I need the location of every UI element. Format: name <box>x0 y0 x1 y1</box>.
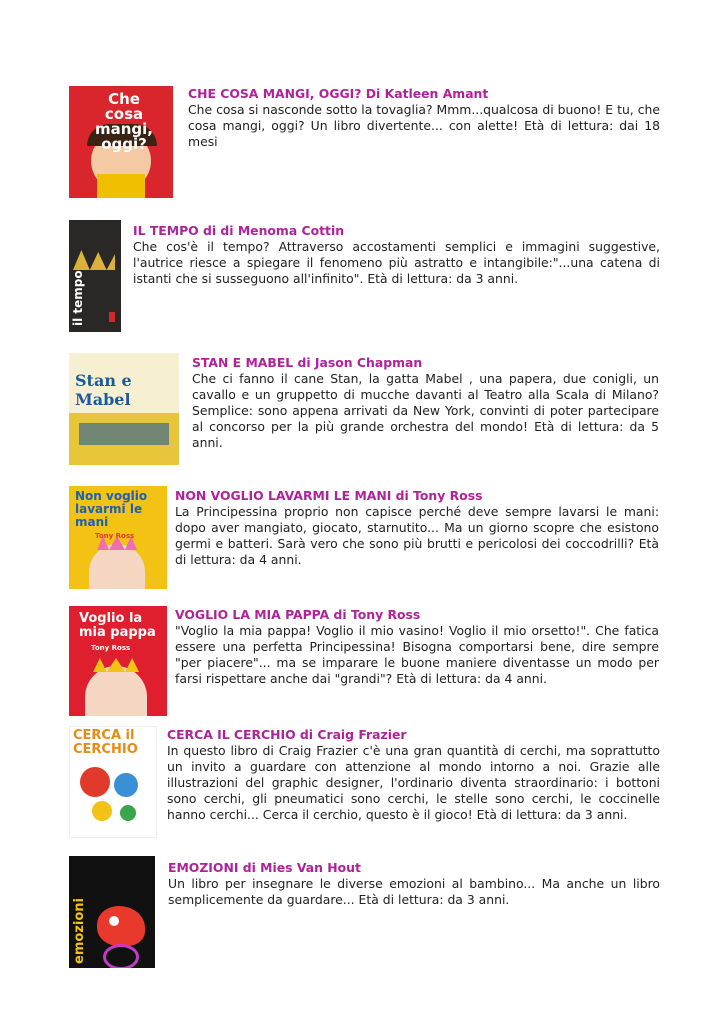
cover-title-4: Non voglio lavarmi le mani <box>75 489 148 529</box>
book-cover-3 <box>69 353 179 465</box>
cover-author-4: Tony Ross <box>95 532 135 540</box>
book-cover-5 <box>69 606 167 716</box>
book-description-7: Un libro per insegnare le diverse emozioni al bambino... Ma anche un libro semplicemente da guardare... Età di lettura: da 3 anni. <box>168 876 660 907</box>
book-cover-4 <box>69 486 167 589</box>
book-cover-2 <box>69 220 121 332</box>
cover-author-5: Tony Ross <box>91 644 131 652</box>
cover-title-1: Che cosa mangi, oggi? <box>94 90 153 153</box>
cover-title-7: emozioni <box>72 898 87 964</box>
book-description-6: In questo libro di Craig Frazier c'è una gran quantità di cerchi, ma soprattutto un invito a guardare con attenzione al mondo intorno a noi. Grazie alle illustrazioni del graphic designer, l'ordinario diventa straordinario: i bottoni sono cerchi, gli pneumatici sono cerchi, le stelle sono cerchi, le coccinelle hanno cerchi... Cerca il cerchio, questo è il gioco! Età di lettura: da 3 anni. <box>167 743 660 822</box>
book-description-1: Che cosa si nasconde sotto la tovaglia? Mmm...qualcosa di buono! E tu, che cosa mangi, oggi? Un libro divertente... con alette! Età di lettura: dai 18 mesi <box>188 102 660 149</box>
book-cover-7 <box>69 856 155 968</box>
cover-title-5: Voglio la mia pappa <box>79 611 156 640</box>
book-title-7: EMOZIONI di Mies Van Hout <box>168 860 361 875</box>
book-cover-6 <box>69 726 157 838</box>
book-description-5: "Voglio la mia pappa! Voglio il mio vasino! Voglio il mio orsetto!". Che fatica essere una perfetta Principessina! Bisogna comportarsi bene, dire sempre "per piacere"... ma se imparare le buone maniere diventasse un modo per farsi rispettare anche dai "grandi"? Età di lettura: da 4 anni. <box>175 623 659 686</box>
book-cover-1 <box>69 86 173 198</box>
book-title-2: IL TEMPO di di Menoma Cottin <box>133 223 345 238</box>
cover-title-2: il tempo <box>71 270 85 326</box>
book-description-2: Che cos'è il tempo? Attraverso accostamenti semplici e immagini suggestive, l'autrice riesce a spiegare il fenomeno più astratto e intangibile:"...una catena di istanti che si susseguono all'infinito". Età di lettura: da 3 anni. <box>133 239 660 286</box>
book-title-1: CHE COSA MANGI, OGGI? Di Katleen Amant <box>188 86 489 101</box>
book-title-4: NON VOGLIO LAVARMI LE MANI di Tony Ross <box>175 488 483 503</box>
book-title-3: STAN E MABEL di Jason Chapman <box>192 355 423 370</box>
cover-title-3: Stan e Mabel <box>75 371 132 409</box>
cover-title-6: CERCA il CERCHIO <box>73 728 138 757</box>
book-description-3: Che ci fanno il cane Stan, la gatta Mabel , una papera, due conigli, un cavallo e un gruppetto di mucche davanti al Teatro alla Scala di Milano? Semplice: sono appena arrivati da New York, convinti di poter partecipare al concorso per la più grande orchestra del mondo! Età di lettura: da 5 anni. <box>192 371 659 450</box>
book-title-6: CERCA IL CERCHIO di Craig Frazier <box>167 727 407 742</box>
book-title-5: VOGLIO LA MIA PAPPA di Tony Ross <box>175 607 421 622</box>
book-description-4: La Principessina proprio non capisce perché deve sempre lavarsi le mani: dopo aver mangiato, giocato, starnutito... Ma un giorno scopre che esistono germi e batteri. Sarà vero che sono più brutti e pericolosi dei coccodrilli? Età di lettura: da 4 anni. <box>175 504 659 567</box>
